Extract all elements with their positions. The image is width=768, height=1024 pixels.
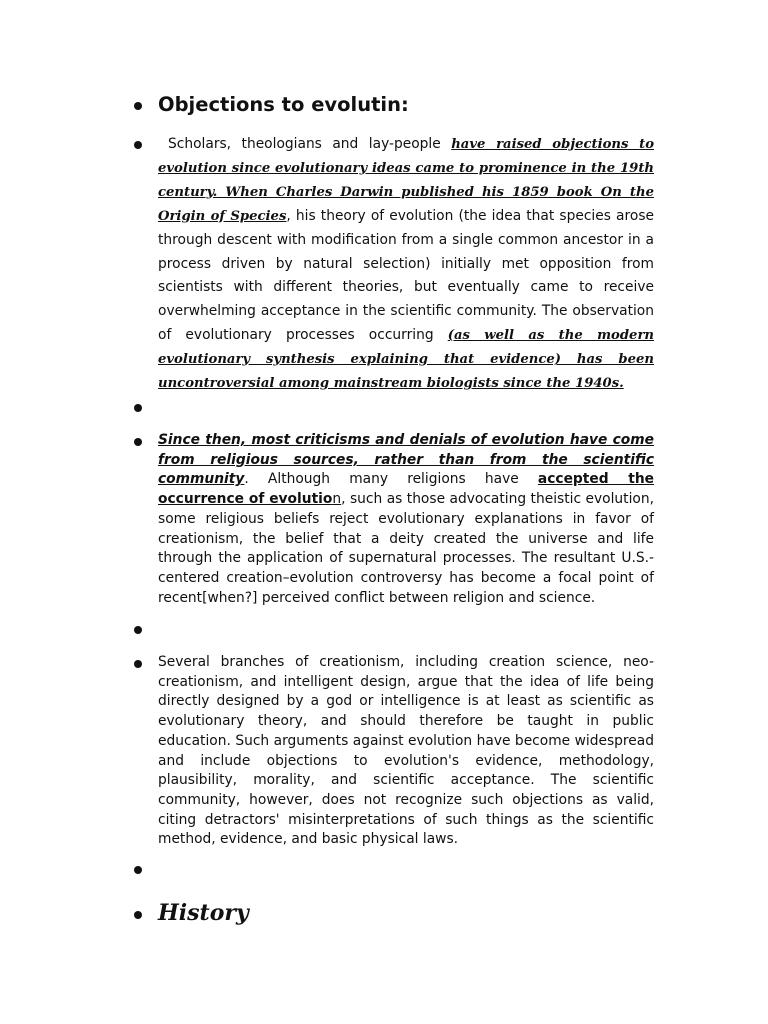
- paragraph-2-emphasis-1: Since then, most criticisms and denials of evolution have come from religious sources, rather than from the scientific community: [158, 432, 654, 488]
- paragraph-2-emphasis-2: accepted the occurrence of evolutio: [158, 471, 655, 508]
- paragraph-2-body: , such as those advocating theistic evolution, some religious beliefs reject evolutionary explanations in favor of creationism, the belief that a deity created the universe and life through the application of supernatural processes. The resultant U.S.-centered creation–evolution controversy has become a focal point of recent[when?] perceived conflict between religion and science.: [158, 491, 654, 606]
- bullet-paragraph-1: [134, 141, 142, 149]
- bullet-history: [134, 911, 142, 919]
- bullet-paragraph-3: [134, 660, 142, 668]
- paragraph-1-intro: Scholars, theologians and lay-people: [168, 136, 452, 152]
- paragraph-2-emphasis-tail: n: [332, 491, 342, 508]
- paragraph-1-body: , his theory of evolution (the idea that species arose through descent with modification from a single common ancestor in a process driven by natural selection) initially met opposition from scientists with different theories, but eventually came to receive overwhelming acceptance in the scientific community. The observation of evolutionary processes occurring: [158, 207, 655, 344]
- paragraph-1-emphasis-2: (as well as the modern evolutionary synthesis explaining that evidence) has been uncontroversial among mainstream biologists since the 1940s.: [158, 328, 654, 392]
- bullet-heading: [134, 102, 142, 110]
- paragraph-2: [158, 431, 654, 608]
- paragraph-1: [158, 133, 654, 396]
- paragraph-1-emphasis-1: have raised objections to evolution since evolutionary ideas came to prominence in the 19th century. When Charles Darwin published his 1859 book On the Origin of Species: [158, 137, 654, 224]
- section-heading-history: History: [158, 900, 249, 926]
- bullet-empty-2: [134, 626, 142, 634]
- bullet-paragraph-2: [134, 438, 142, 446]
- bullet-empty-3: [134, 866, 142, 874]
- bullet-empty-1: [134, 404, 142, 412]
- section-heading-objections: Objections to evolutin:: [158, 93, 409, 116]
- paragraph-2-connector: . Although many religions have: [244, 471, 538, 488]
- paragraph-3: Several branches of creationism, including creation science, neo-creationism, and intelligent design, argue that the idea of life being directly designed by a god or intelligence is at least as scientific as evolutionary theory, and should therefore be taught in public education. Such arguments against evolution have become widespread and include objections to evolution's evidence, methodology, plausibility, morality, and scientific acceptance. The scientific community, however, does not recognize such objections as valid, citing detractors' misinterpretations of such things as the scientific method, evidence, and basic physical laws.: [158, 654, 654, 848]
